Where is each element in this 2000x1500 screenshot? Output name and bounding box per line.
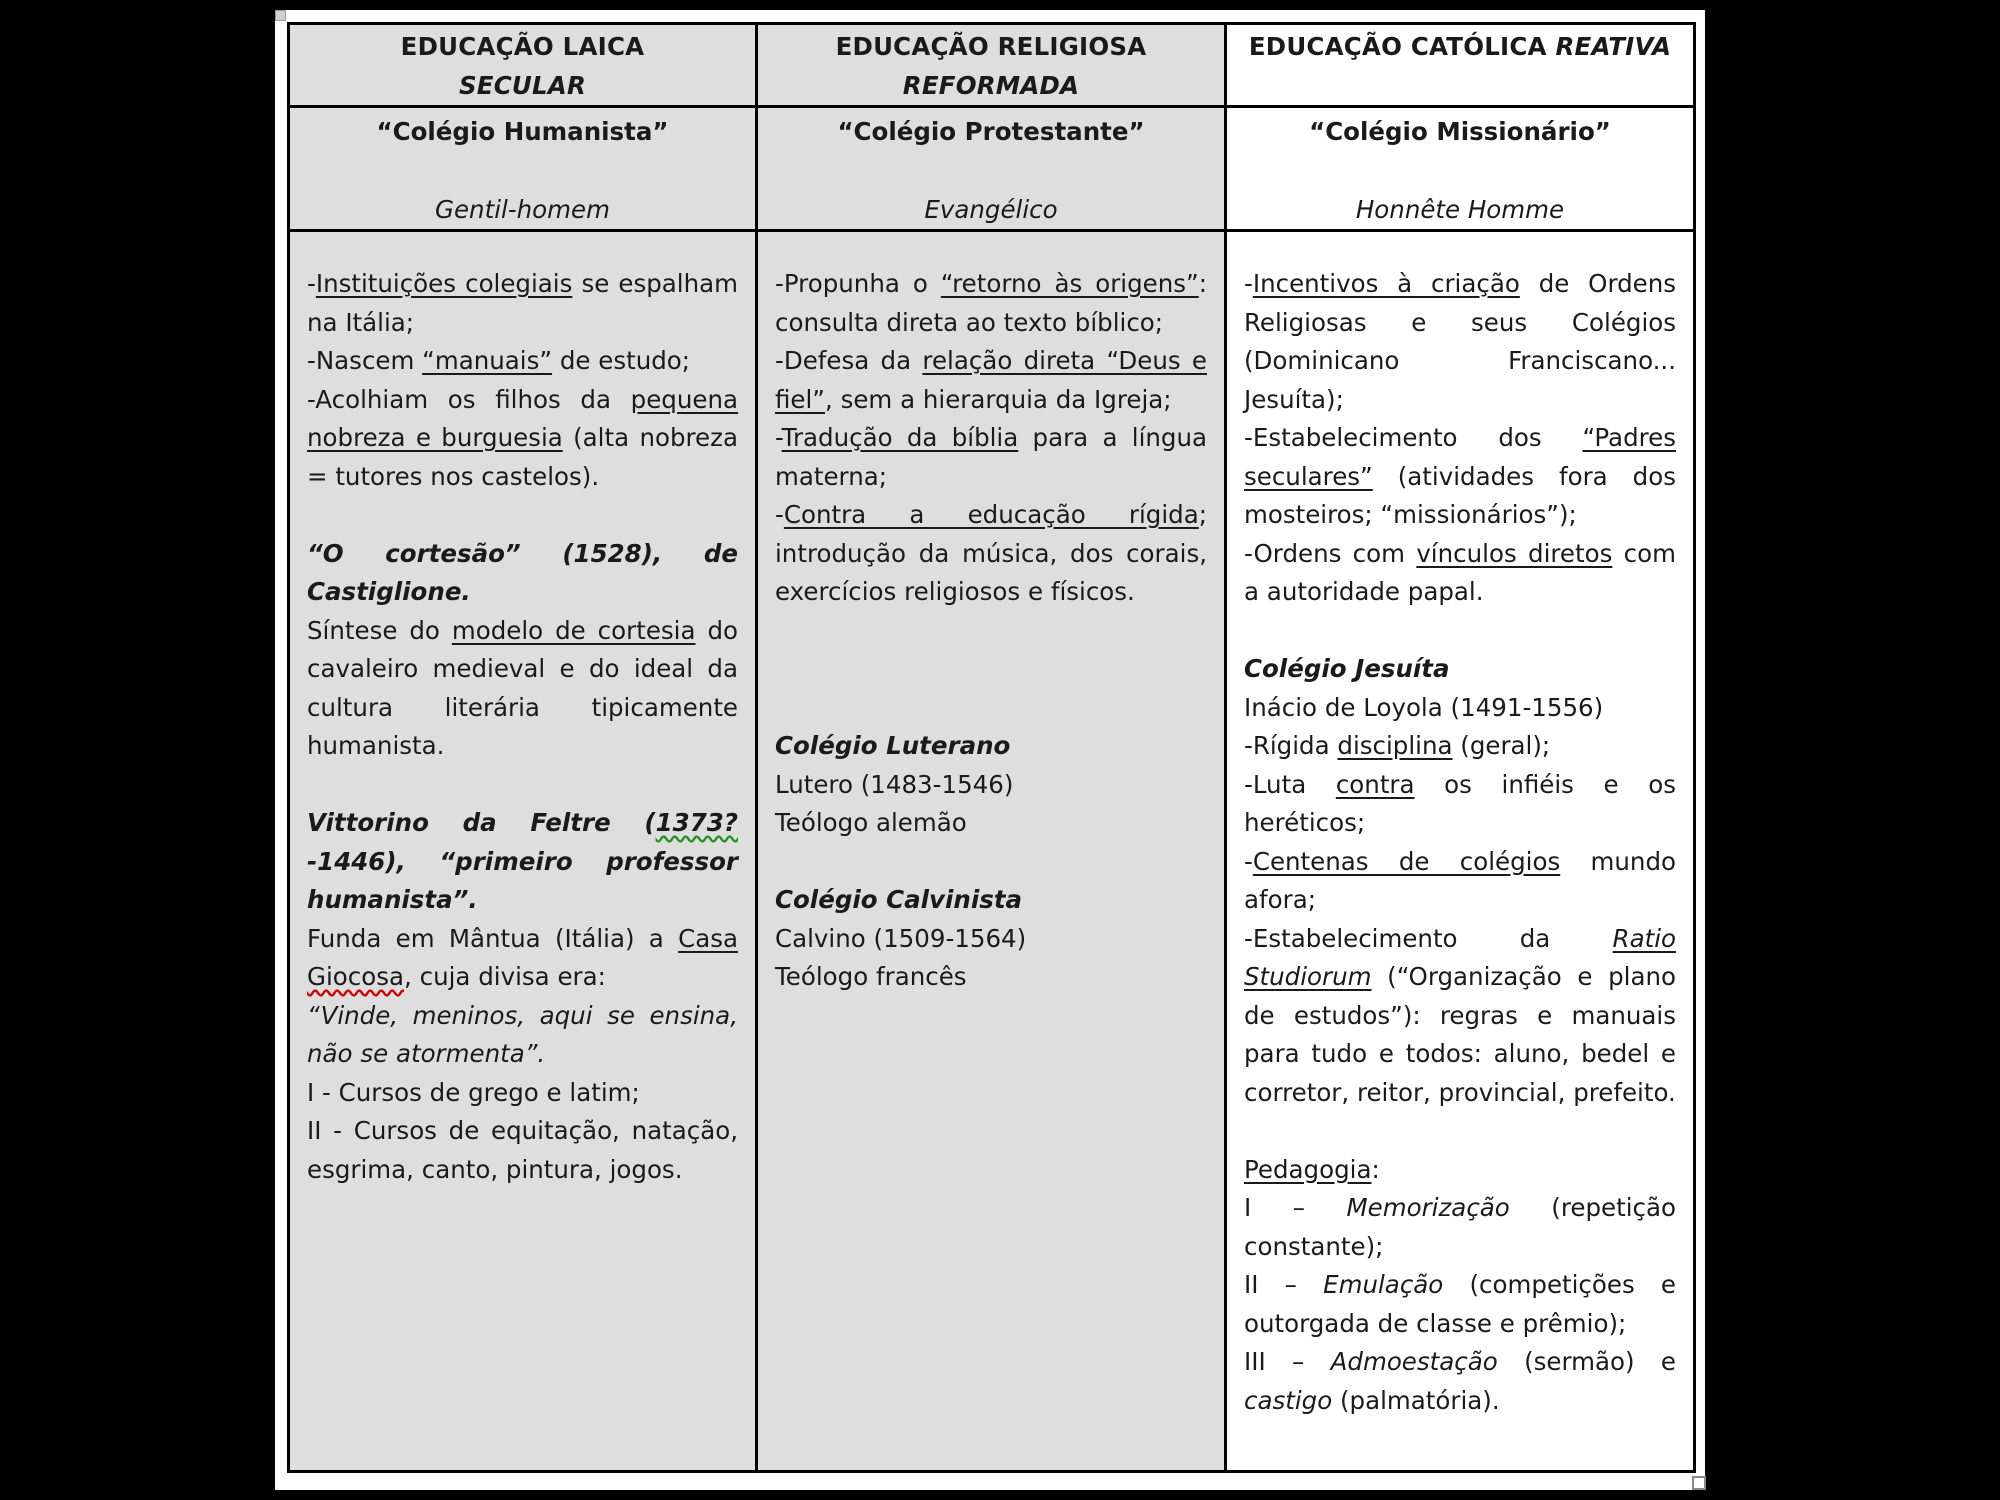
paragraph: II - Cursos de equitação, natação, esgrima, canto, pintura, jogos. xyxy=(307,1116,738,1184)
header-title: EDUCAÇÃO RELIGIOSA xyxy=(835,32,1147,61)
paragraph: Funda em Mântua (Itália) a Casa Giocosa, cuja divisa era: xyxy=(307,923,738,991)
paragraph: Síntese do modelo de cortesia do cavaleiro medieval e do ideal da cultura literária tipicamente humanista. xyxy=(307,615,738,760)
paragraph: -Ordens com vínculos diretos com a autoridade papal. xyxy=(1244,538,1676,606)
paragraph: -Nascem “manuais” de estudo; xyxy=(307,346,691,375)
ideal-figure: Evangélico xyxy=(924,195,1058,224)
paragraph: Teólogo francês xyxy=(775,962,967,991)
paragraph: Inácio de Loyola (1491-1556) xyxy=(1244,692,1604,722)
paragraph: -Instituições colegiais se espalham na Itália; xyxy=(307,269,739,337)
calvinist-heading: Colégio Calvinista xyxy=(775,885,1023,914)
resize-handle-bottom-right[interactable] xyxy=(1692,1476,1706,1490)
paragraph: -Defesa da relação direta “Deus e fiel”, sem a hierarquia da Igreja; xyxy=(775,346,1207,414)
pedagogy-item: I – Memorização (repetição constante); xyxy=(1244,1193,1676,1261)
content-row xyxy=(289,231,1695,1472)
jesuit-heading: Colégio Jesuíta xyxy=(1244,654,1450,683)
paragraph: -Tradução da bíblia para a língua materna; xyxy=(775,423,1208,491)
college-cell-protestant xyxy=(757,107,1226,231)
pedagogy-label: Pedagogia: xyxy=(1244,1154,1380,1184)
header-row xyxy=(289,24,1695,107)
vittorino-heading: Vittorino da Feltre (1373?-1446), “primeiro professor humanista”. xyxy=(307,808,738,914)
college-type-row xyxy=(289,107,1695,231)
paragraph: -Incentivos à criação de Ordens Religiosas e seus Colégios (Dominicano Franciscano... Jesuíta); xyxy=(1244,269,1676,414)
paragraph: -Acolhiam os filhos da pequena nobreza e burguesia (alta nobreza = tutores nos castelos). xyxy=(307,384,738,491)
paragraph: -Contra a educação rígida; introdução da música, dos corais, exercícios religiosos e físicos. xyxy=(775,500,1207,606)
pedagogy-item: III – Admoestação (sermão) e castigo (palmatória). xyxy=(1244,1347,1676,1415)
header-cell-reformed xyxy=(757,24,1226,107)
paragraph: -Estabelecimento dos “Padres seculares” (atividades fora dos mosteiros; “missionários”); xyxy=(1244,423,1676,529)
education-comparison-table xyxy=(287,22,1696,1473)
grammar-flag[interactable]: 1373? xyxy=(655,808,738,837)
content-cell-catholic xyxy=(1226,231,1695,1472)
resize-handle-top-left[interactable] xyxy=(275,10,286,21)
college-cell-missionary xyxy=(1226,107,1695,231)
header-subtitle: REFORMADA xyxy=(902,71,1080,100)
paragraph: -Centenas de colégios mundo afora; xyxy=(1244,846,1676,914)
lutheran-heading: Colégio Luterano xyxy=(775,731,1011,760)
college-name: “Colégio Protestante” xyxy=(837,117,1145,146)
paragraph: I - Cursos de grego e latim; xyxy=(307,1077,640,1107)
paragraph: -Estabelecimento da Ratio Studiorum (“Organização e plano de estudos”): regras e manuais para tudo e todos: aluno, bedel e corretor, reitor, provincial, prefeito. xyxy=(1244,923,1676,1107)
college-cell-humanist xyxy=(289,107,757,231)
content-cell-reformed xyxy=(757,231,1226,1472)
book-title: “O cortesão” (1528), de Castiglione. xyxy=(307,538,738,606)
paragraph: -Rígida disciplina (geral); xyxy=(1244,731,1551,760)
paragraph: Lutero (1483-1546) xyxy=(775,769,1014,799)
header-title: EDUCAÇÃO CATÓLICA xyxy=(1248,32,1547,61)
content-cell-secular xyxy=(289,231,757,1472)
pedagogy-item: II – Emulação (competições e outorgada de classe e prêmio); xyxy=(1244,1270,1677,1338)
paragraph: Calvino (1509-1564) xyxy=(775,923,1027,953)
paragraph: -Propunha o “retorno às origens”: consulta direta ao texto bíblico; xyxy=(775,269,1207,337)
spelling-flag[interactable]: Giocosa xyxy=(307,962,405,991)
college-name: “Colégio Missionário” xyxy=(1309,117,1611,146)
paragraph: Teólogo alemão xyxy=(775,808,967,837)
header-subtitle: SECULAR xyxy=(458,71,587,100)
header-subtitle: REATIVA xyxy=(1555,32,1672,61)
header-cell-catholic xyxy=(1226,24,1695,107)
ideal-figure: Gentil-homem xyxy=(435,195,610,224)
paragraph: -Luta contra os infiéis e os heréticos; xyxy=(1244,769,1676,837)
ideal-figure: Honnête Homme xyxy=(1355,195,1565,224)
college-name: “Colégio Humanista” xyxy=(376,117,669,146)
motto-quote: “Vinde, meninos, aqui se ensina, não se atormenta”. xyxy=(307,1000,738,1068)
header-title: EDUCAÇÃO LAICA xyxy=(400,32,645,61)
header-cell-secular xyxy=(289,24,757,107)
